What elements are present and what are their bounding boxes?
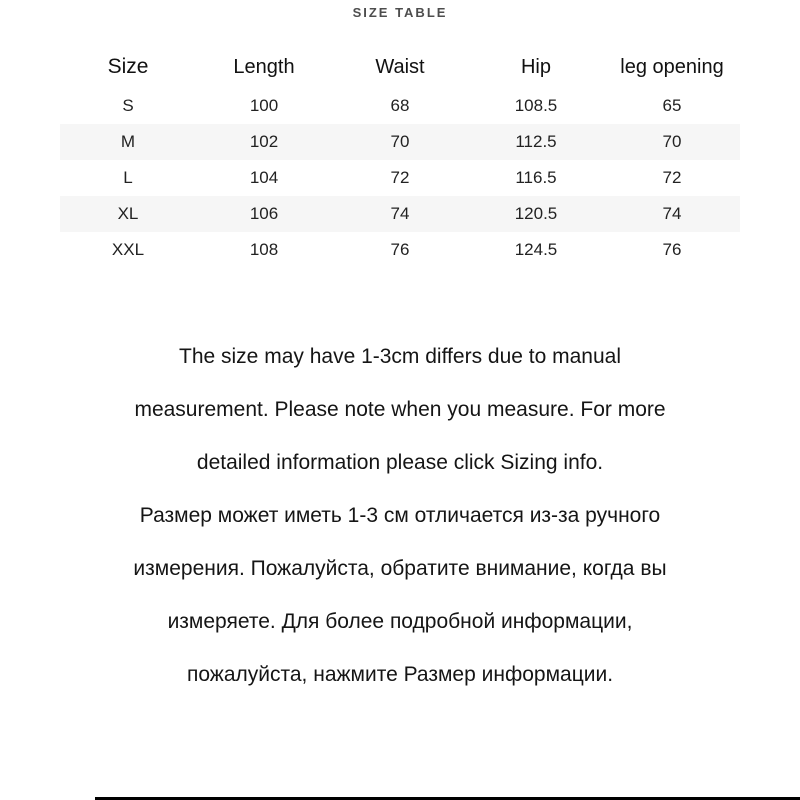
note-line-ru-2: измерения. Пожалуйста, обратите внимание, когда вы [133,556,667,580]
measurement-note [0,330,800,701]
table-cell: XL [117,204,139,223]
size-table [60,46,740,268]
page-title: SIZE TABLE [352,5,448,20]
table-cell: 106 [249,204,279,223]
table-cell: 104 [249,168,279,187]
table-cell: S [122,96,134,115]
table-row-xl [60,196,740,232]
note-line-en-3: detailed information please click Sizing info. [196,450,604,474]
table-row-l [60,160,740,196]
size-table-body [60,88,740,268]
column-header-waist: Waist [375,55,425,78]
table-row-xxl [60,232,740,268]
table-cell: 68 [390,96,410,115]
note-line-ru-3: измеряете. Для более подробной информации, [167,609,633,633]
table-cell: 72 [390,168,410,187]
table-cell: XXL [111,240,145,259]
table-cell: 100 [249,96,279,115]
table-cell: 76 [662,240,682,259]
table-cell: M [120,132,136,151]
table-cell: 124.5 [514,240,558,259]
table-row-s [60,88,740,124]
table-cell: 120.5 [514,204,558,223]
table-cell: 70 [662,132,682,151]
table-cell: 76 [390,240,410,259]
table-cell: 72 [662,168,682,187]
table-cell: 102 [249,132,279,151]
table-cell: 116.5 [515,168,557,187]
size-table-header [60,46,740,88]
table-cell: 70 [390,132,410,151]
table-cell: L [123,168,133,187]
table-cell: 112.5 [515,132,557,151]
table-cell: 65 [662,96,682,115]
note-line-ru-4: пожалуйста, нажмите Размер информации. [186,662,614,686]
note-line-en-1: The size may have 1-3cm differs due to manual [179,344,621,368]
table-cell: 108 [249,240,279,259]
column-header-length: Length [233,55,295,78]
column-header-hip: Hip [520,55,551,78]
table-cell: 108.5 [514,96,558,115]
header-row [60,46,740,88]
table-row-m [60,124,740,160]
column-header-size: Size [107,55,149,78]
column-header-leg-opening: leg opening [620,55,724,78]
table-cell: 74 [662,204,682,223]
note-line-en-2: measurement. Please note when you measure. For more [134,397,666,421]
table-cell: 74 [390,204,410,223]
note-line-ru-1: Размер может иметь 1-3 см отличается из-за ручного [139,503,661,527]
